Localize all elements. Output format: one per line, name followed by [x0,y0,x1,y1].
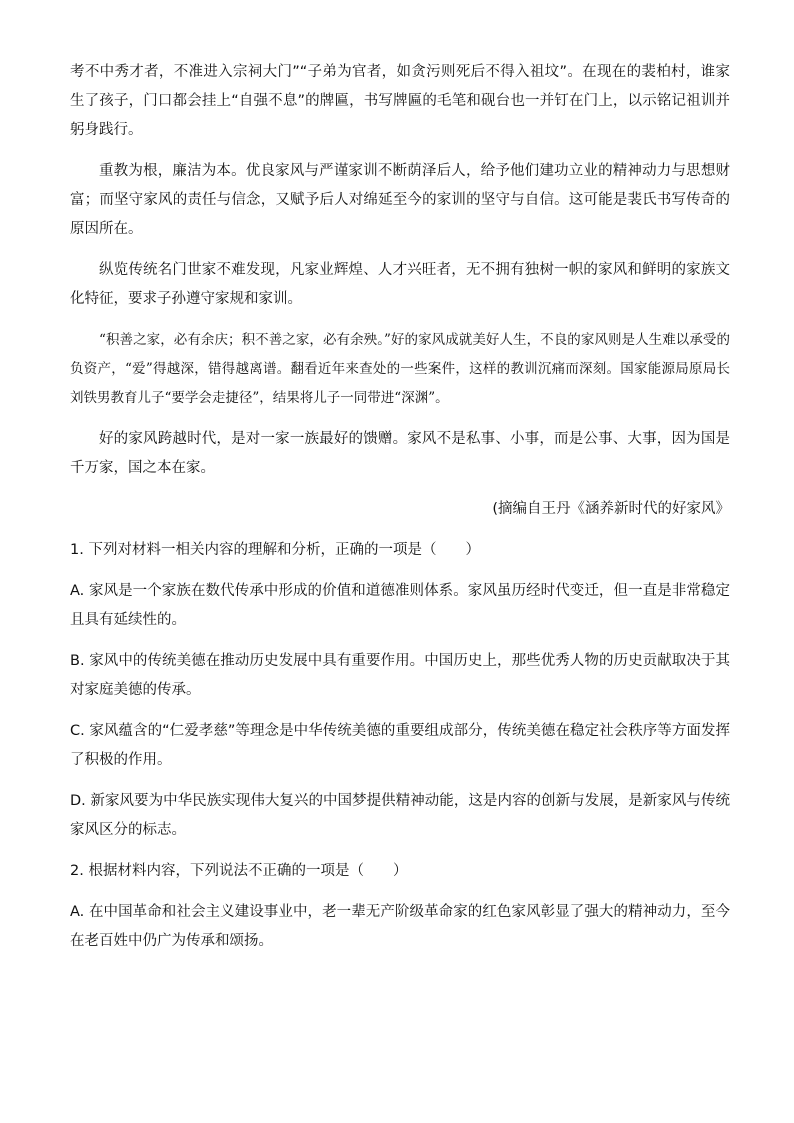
paragraph-2: 重教为根，廉洁为本。优良家风与严谨家训不断荫泽后人，给予他们建功立业的精神动力与思想财富；而坚守家风的责任与信念，又赋予后人对绵延至今的家训的坚守与自信。这可能是裴氏书写传奇的原因所在。 [70,163,730,237]
question-1-option-b: B. 家风中的传统美德在推动历史发展中具有重要作用。中国历史上，那些优秀人物的历史贡献取决于其对家庭美德的传承。 [70,653,730,698]
document-page [70,58,730,956]
paragraph-1: 考不中秀才者，不准进入宗祠大门”“子弟为官者，如贪污则死后不得入祖坟”。在现在的裴柏村，谁家生了孩子，门口都会挂上“自强不息”的牌匾，书写牌匾的毛笔和砚台也一并钉在门上，以示铭记祖训并躬身践行。 [70,64,730,138]
paragraph-3: 纵览传统名门世家不难发现，凡家业辉煌、人才兴旺者，无不拥有独树一帜的家风和鲜明的家族文化特征，要求子孙遵守家规和家训。 [70,262,730,307]
question-2-option-a: A. 在中国革命和社会主义建设事业中，老一辈无产阶级革命家的红色家风彰显了强大的精神动力，至今在老百姓中仍广为传承和颂扬。 [70,904,730,949]
question-2-stem: 2. 根据材料内容，下列说法不正确的一项是（ ） [70,863,408,879]
question-1-stem: 1. 下列对材料一相关内容的理解和分析，正确的一项是（ ） [70,542,480,558]
source-citation: (摘编自王丹《涵养新时代的好家风》 [492,501,730,517]
question-1-option-d: D. 新家风要为中华民族实现伟大复兴的中国梦提供精神动能，这是内容的创新与发展，是新家风与传统家风区分的标志。 [70,793,730,838]
paragraph-5: 好的家风跨越时代，是对一家一族最好的馈赠。家风不是私事、小事，而是公事、大事，因为国是千万家，国之本在家。 [70,431,730,476]
paragraph-4: “积善之家，必有余庆；积不善之家，必有余殃。”好的家风成就美好人生，不良的家风则是人生难以承受的负资产，“爱”得越深，错得越离谱。翻看近年来查处的一些案件，这样的教训沉痛而深刻。国家能源局原局长刘铁男教育儿子“要学会走捷径”，结果将儿子一同带进“深渊”。 [70,332,730,406]
question-1-option-c: C. 家风蕴含的“仁爱孝慈”等理念是中华传统美德的重要组成部分，传统美德在稳定社会秩序等方面发挥了积极的作用。 [70,723,730,768]
question-1-option-a: A. 家风是一个家族在数代传承中形成的价值和道德准则体系。家风虽历经时代变迁，但一直是非常稳定且具有延续性的。 [70,583,730,628]
